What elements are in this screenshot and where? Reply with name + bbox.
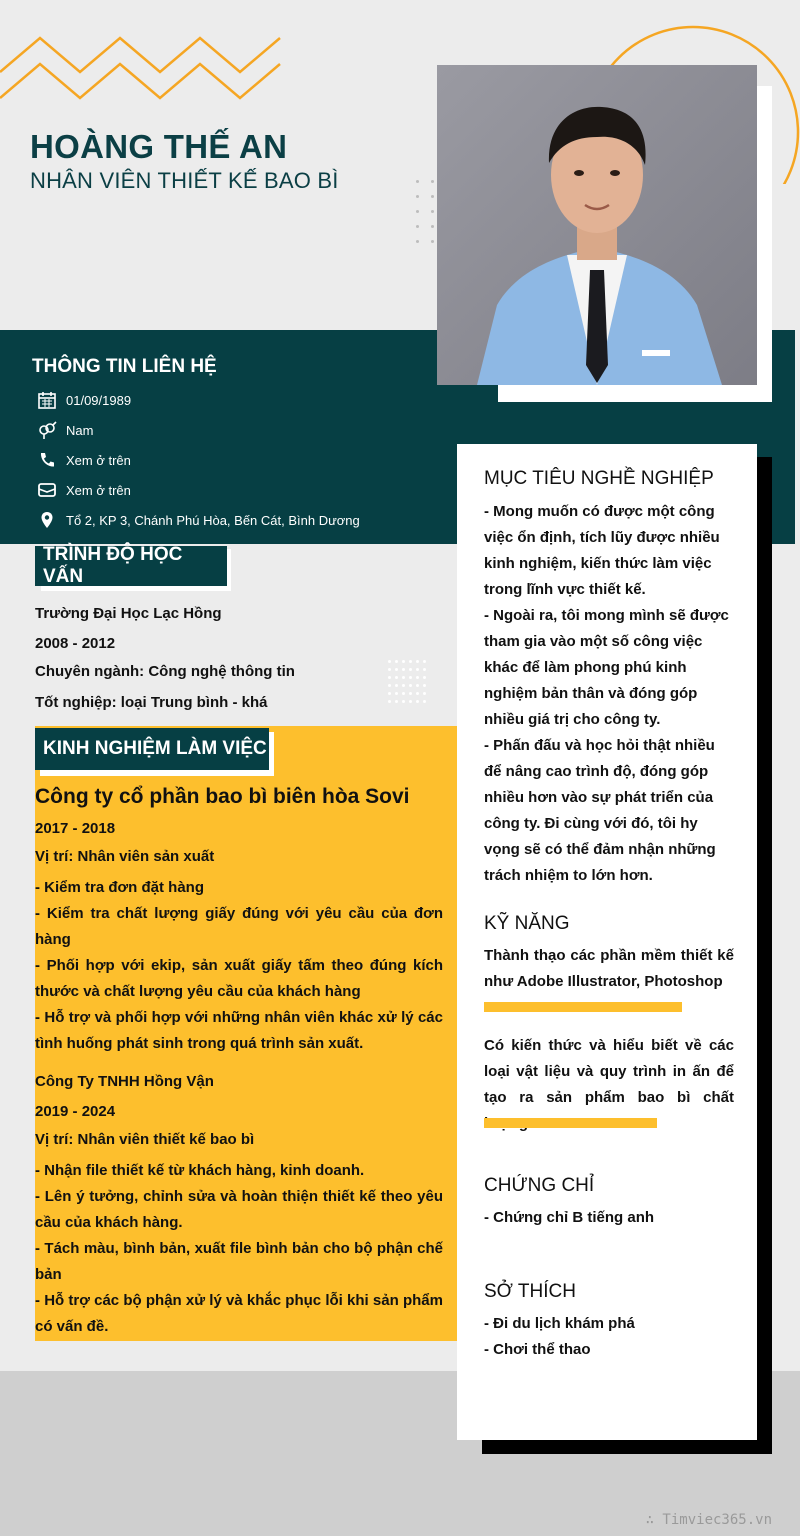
zigzag-decoration — [0, 28, 290, 108]
skill-2-bar — [484, 1118, 657, 1128]
objective-text: - Mong muốn có được một công việc ổn định, tích lũy được nhiều kinh nghiệm, kiến thức làm việc trong lĩnh vực thiết kế. - Ngoài ra, tôi mong mình sẽ được tham gia vào một số công việc khác để làm phong phú kinh nghiệm bản thân và đóng góp nhiều giá trị cho công ty. - Phấn đấu và học hỏi thật nhiều để nâng cao trình độ, đóng góp nhiều hơn vào sự phát triển của công ty. Đi cùng với đó, tôi hy vọng sẽ có thể đảm nhận những trách nhiệm to lớn hơn. — [484, 503, 729, 884]
education-major: Chuyên ngành: Công nghệ thông tin — [35, 663, 295, 680]
job-2-duty: - Hỗ trợ các bộ phận xử lý và khắc phục lỗi khi sản phẩm có vấn đề. — [35, 1292, 443, 1335]
job-1-duty: - Phối hợp với ekip, sản xuất giấy tấm theo đúng kích thước và chất lượng yêu cầu của khách hàng — [35, 957, 443, 1000]
education-years: 2008 - 2012 — [35, 635, 116, 652]
education-title: TRÌNH ĐỘ HỌC VẤN — [43, 544, 183, 587]
education-heading — [35, 546, 227, 586]
job-1-years: 2017 - 2018 — [35, 820, 116, 837]
job-2-position: Vị trí: Nhân viên thiết kế bao bì — [35, 1131, 255, 1148]
objective-title: MỤC TIÊU NGHỀ NGHIỆP — [484, 468, 714, 489]
dot-grid-decoration-2 — [388, 660, 426, 703]
birthdate-text: 01/09/1989 — [66, 392, 132, 408]
job-2-years: 2019 - 2024 — [35, 1103, 116, 1120]
gender-text: Nam — [66, 422, 94, 438]
email-text: Xem ở trên — [66, 482, 131, 498]
job-1-position: Vị trí: Nhân viên sản xuất — [35, 848, 215, 865]
job-2-duty: - Tách màu, bình bản, xuất file bình bản cho bộ phận chế bản — [35, 1240, 443, 1283]
experience-heading — [35, 728, 269, 770]
certificates-title: CHỨNG CHỈ — [484, 1175, 595, 1196]
dot-grid-decoration — [416, 180, 434, 243]
contact-title: THÔNG TIN LIÊN HỆ — [32, 356, 217, 377]
job-2-duty: - Lên ý tưởng, chỉnh sửa và hoàn thiện thiết kế theo yêu cầu của khách hàng. — [35, 1188, 443, 1231]
location-icon — [36, 509, 58, 531]
email-icon — [36, 479, 58, 501]
gender-icon — [36, 419, 58, 441]
phone-icon — [36, 449, 58, 471]
job-2-company: Công Ty TNHH Hồng Vận — [35, 1073, 214, 1090]
job-title: NHÂN VIÊN THIẾT KẾ BAO BÌ — [30, 168, 339, 193]
hobbies-text: - Đi du lịch khám phá - Chơi thể thao — [484, 1315, 635, 1358]
skills-title: KỸ NĂNG — [484, 913, 570, 934]
skill-1-text: Thành thạo các phần mềm thiết kế như Adobe Illustrator, Photoshop — [484, 947, 734, 990]
certificates-text: - Chứng chỉ B tiếng anh — [484, 1209, 655, 1226]
job-1-duty: - Kiểm tra đơn đặt hàng — [35, 879, 205, 896]
hobbies-title: SỞ THÍCH — [484, 1281, 576, 1302]
job-2-duty: - Nhận file thiết kế từ khách hàng, kinh doanh. — [35, 1162, 365, 1179]
contact-gender — [36, 417, 93, 443]
phone-text: Xem ở trên — [66, 452, 131, 468]
contact-birthdate — [36, 387, 131, 413]
address-text: Tổ 2, KP 3, Chánh Phú Hòa, Bến Cát, Bình Dương — [66, 512, 360, 528]
skill-1-bar — [484, 1002, 682, 1012]
job-1-company: Công ty cổ phần bao bì biên hòa Sovi — [35, 785, 410, 808]
job-1-duty: - Hỗ trợ và phối hợp với những nhân viên khác xử lý các tình huống phát sinh trong quá trình sản xuất. — [35, 1009, 443, 1052]
footer-watermark: ∴ Timviec365.vn — [645, 1512, 772, 1528]
candidate-name: HOÀNG THẾ AN — [30, 128, 288, 165]
education-graduation: Tốt nghiệp: loại Trung bình - khá — [35, 694, 268, 711]
calendar-icon — [36, 389, 58, 411]
experience-title: KINH NGHIỆM LÀM VIỆC — [43, 738, 267, 759]
contact-address — [36, 507, 360, 533]
profile-photo — [437, 65, 757, 385]
job-1-duty: - Kiểm tra chất lượng giấy đúng với yêu cầu của đơn hàng — [35, 905, 443, 948]
job-2-duties — [35, 1158, 443, 1340]
contact-phone — [36, 447, 131, 473]
contact-email — [36, 477, 131, 503]
job-1-duties — [35, 875, 443, 1057]
skill-2-text: Có kiến thức và hiểu biết về các loại vật liệu và quy trình in ấn để tạo ra sản phẩm bao bì chất — [484, 1037, 734, 1106]
education-school: Trường Đại Học Lạc Hồng — [35, 605, 222, 622]
